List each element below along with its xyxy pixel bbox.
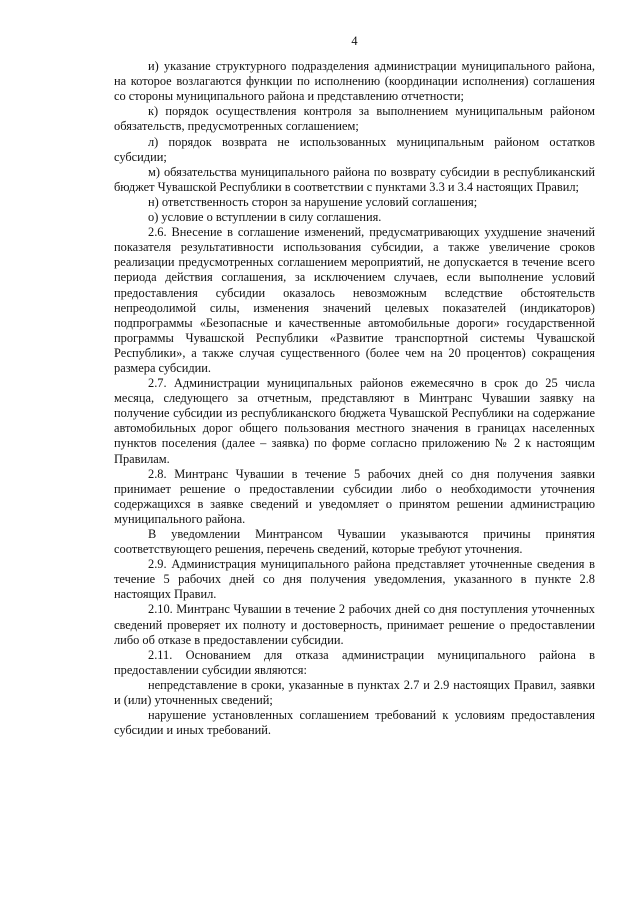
paragraph-notification: В уведомлении Минтрансом Чувашии указываются причины принятия соответствующего решения, перечень сведений, которые требуют уточнения.: [114, 527, 595, 557]
paragraph-clause-n: н) ответственность сторон за нарушение условий соглашения;: [148, 194, 478, 209]
page-number: 4: [351, 34, 358, 48]
paragraph-refusal-reason-2: нарушение установленных соглашением требований к условиям предоставления субсидии и иных требований.: [114, 708, 595, 738]
paragraph-2-6: 2.6. Внесение в соглашение изменений, предусматривающих ухудшение значений показателя результативности использования субсидии, а также увеличение сроков реализации предусмотренных соглашением мероприятий, не допускается в течение всего периода действия соглашения, за исключением случаев, если выполнение условий предоставления субсидии оказалось невозможным вследствие обстоятельств непреодолимой силы, изменения значений целевых показателей (индикаторов) подпрограммы «Безопасные и качественные автомобильные дороги» государственной программы Чувашской Республики «Развитие транспортной системы Чувашской Республики», а также случая существенного (более чем на 20 процентов) сокращения размера субсидии.: [114, 225, 595, 375]
paragraph-refusal-reason-1: непредставление в сроки, указанные в пунктах 2.7 и 2.9 настоящих Правил, заявки и (или) уточненных сведений;: [114, 677, 595, 708]
paragraph-clause-k: к) порядок осуществления контроля за выполнением муниципальным районом обязательств, предусмотренных соглашением;: [114, 104, 595, 134]
paragraph-2-10: 2.10. Минтранс Чувашии в течение 2 рабочих дней со дня поступления уточненных сведений проверяет их полноту и достоверность, принимает решение о предоставлении либо об отказе в предоставлении субсидии.: [114, 602, 595, 647]
paragraph-clause-o: о) условие о вступлении в силу соглашения.: [148, 210, 382, 225]
paragraph-2-8: 2.8. Минтранс Чувашии в течение 5 рабочих дней со дня получения заявки принимает решение о предоставлении субсидии либо о необходимости уточнения содержащихся в заявке сведений и уведомляет о принятом решении администрацию муниципального района.: [114, 466, 595, 526]
paragraph-2-9: 2.9. Администрация муниципального района представляет уточненные сведения в течение 5 рабочих дней со дня получения уведомления, указанного в пункте 2.8 настоящих Правил.: [114, 557, 595, 602]
paragraph-clause-l: л) порядок возврата не использованных муниципальным районом остатков субсидии;: [114, 134, 595, 164]
paragraph-2-11: 2.11. Основанием для отказа администрации муниципального района в предоставлении субсидии являются:: [114, 647, 595, 677]
paragraph-clause-m: м) обязательства муниципального района по возврату субсидии в республиканский бюджет Чувашской Республики в соответствии с пунктами 3.3 и 3.4 настоящих Правил;: [114, 164, 595, 194]
paragraph-clause-i: и) указание структурного подразделения администрации муниципального района, на которое возлагаются функции по исполнению (координации исполнения) соглашения со стороны муниципального района и представлению отчетности;: [114, 59, 595, 104]
paragraph-2-7: 2.7. Администрации муниципальных районов ежемесячно в срок до 25 числа месяца, следующего за отчетным, представляют в Минтранс Чувашии заявку на получение субсидии из республиканского бюджета Чувашской Республики на содержание автомобильных дорог общего пользования местного значения в границах населенных пунктов поселения (далее – заявка) по форме согласно приложению № 2 к настоящим Правилам.: [114, 376, 595, 466]
